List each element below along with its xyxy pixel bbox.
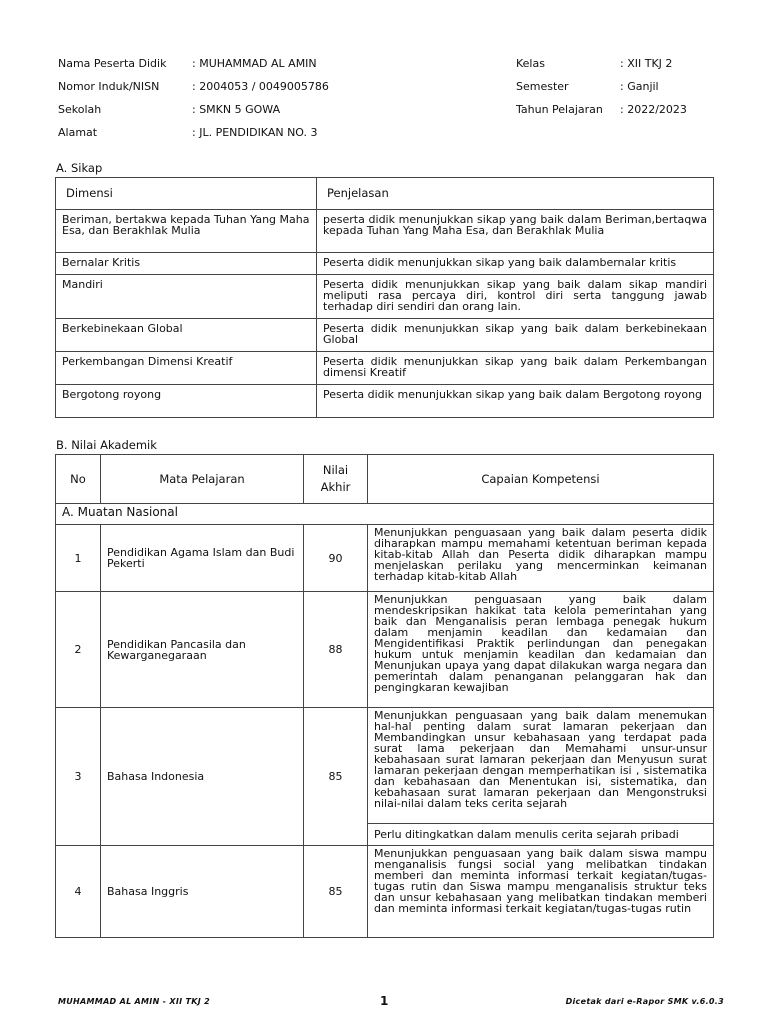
capaian-cell: Menunjukkan penguasaan yang baik dalam mendeskripsikan hakikat tata kelola pemerintahan yang baik dan Menganalisis peran lembaga penegak hukum dalam menjamin keadilan dan kedamaian dan Mengidentifikasi Praktik perlindungan dan penegakan hukum untuk menjamin keadilan dan kedamaian dan Menunjukan upaya yang dapat dilakukan warga negara dan pemerintah dalam penanganan pelanggaran hak dan pengingkaran kewajiban	[368, 592, 714, 708]
identity-row	[58, 121, 718, 144]
akademik-section-title: B. Nilai Akademik	[56, 438, 157, 452]
dimensi-cell: Beriman, bertakwa kepada Tuhan Yang Maha Esa, dan Berakhlak Mulia	[56, 210, 317, 253]
capaian-cell: Menunjukkan penguasaan yang baik dalam peserta didik diharapkan mampu memahami ketentuan beriman kepada kitab-kitab Allah dan Peserta didik diharapkan mampu menjelaskan perilaku yang mencerminkan keimanan terhadap kitab-kitab Allah	[368, 525, 714, 592]
capaian-cell: Menunjukkan penguasaan yang baik dalam siswa mampu menganalisis fungsi social yang melibatkan tindakan memberi dan meminta informasi terkait kegiatan/tugas-tugas rutin dan Siswa mampu menganalisis struktur teks dan unsur kebahasaan yang melibatkan tindakan memberi dan meminta informasi terkait kegiatan/tugas-tugas rutin	[368, 846, 714, 938]
footer-student: MUHAMMAD AL AMIN - XII TKJ 2	[58, 997, 210, 1006]
nilai-cell: 85	[304, 846, 368, 938]
tahun-label: Tahun Pelajaran	[516, 103, 603, 116]
sekolah-label: Sekolah	[58, 103, 102, 116]
student-identity	[58, 52, 718, 144]
nama-value: : MUHAMMAD AL AMIN	[192, 57, 317, 70]
header-penjelasan: Penjelasan	[317, 178, 714, 210]
table-row	[56, 275, 714, 319]
semester-label: Semester	[516, 80, 569, 93]
header-capaian: Capaian Kompetensi	[368, 455, 714, 504]
identity-row	[58, 98, 718, 121]
table-row	[56, 592, 714, 708]
table-row	[56, 352, 714, 385]
table-row	[56, 210, 714, 253]
nama-label: Nama Peserta Didik	[58, 57, 167, 70]
mapel-cell: Bahasa Inggris	[101, 846, 304, 938]
semester-value: : Ganjil	[620, 80, 659, 93]
header-dimensi: Dimensi	[56, 178, 317, 210]
capaian-cell-secondary: Perlu ditingkatkan dalam menulis cerita sejarah pribadi	[368, 824, 714, 846]
muatan-nasional-label: A. Muatan Nasional	[56, 504, 714, 525]
kelas-value: : XII TKJ 2	[620, 57, 673, 70]
dimensi-cell: Perkembangan Dimensi Kreatif	[56, 352, 317, 385]
table-row	[56, 253, 714, 275]
dimensi-cell: Bernalar Kritis	[56, 253, 317, 275]
dimensi-cell: Mandiri	[56, 275, 317, 319]
capaian-cell: Menunjukkan penguasaan yang baik dalam menemukan hal-hal penting dalam surat lamaran pekerjaan dan Membandingkan unsur kebahasaan yang terdapat pada surat lama pekerjaan dan Memahami unsur-unsur kebahasaan surat lamaran pekerjaan dan Menyusun surat lamaran pekerjaan dengan memperhatikan isi , sistematika dan kebahasaan dan Menentukan isi, sistematika, dan kebahasaan surat lamaran pekerjaan dan Mengonstruksi nilai-nilai dalam teks cerita sejarah	[368, 708, 714, 824]
group-row	[56, 504, 714, 525]
penjelasan-cell: Peserta didik menunjukkan sikap yang baik dalam Perkembangan dimensi Kreatif	[317, 352, 714, 385]
penjelasan-cell: Peserta didik menunjukkan sikap yang baik dalam sikap mandiri meliputi rasa percaya diri, kontrol diri serta tanggung jawab terhadap diri sendiri dan orang lain.	[317, 275, 714, 319]
sikap-table	[55, 177, 714, 418]
table-row	[56, 385, 714, 418]
mapel-cell: Bahasa Indonesia	[101, 708, 304, 846]
dimensi-cell: Bergotong royong	[56, 385, 317, 418]
nilai-akademik-table	[55, 454, 714, 938]
sikap-section-title: A. Sikap	[56, 161, 103, 175]
penjelasan-cell: Peserta didik menunjukkan sikap yang baik dalambernalar kritis	[317, 253, 714, 275]
kelas-label: Kelas	[516, 57, 545, 70]
no-cell: 3	[56, 708, 101, 846]
header-nilai-akhir	[304, 455, 368, 504]
nis-value: : 2004053 / 0049005786	[192, 80, 329, 93]
header-no: No	[56, 455, 101, 504]
akademik-header-row	[56, 455, 714, 504]
penjelasan-cell: Peserta didik menunjukkan sikap yang baik dalam berkebinekaan Global	[317, 319, 714, 352]
no-cell: 4	[56, 846, 101, 938]
no-cell: 2	[56, 592, 101, 708]
table-row	[56, 525, 714, 592]
footer-printed-by: Dicetak dari e-Rapor SMK v.6.0.3	[565, 997, 724, 1006]
header-nilai-line1: Nilai	[322, 463, 349, 477]
nilai-cell: 88	[304, 592, 368, 708]
header-mata-pelajaran: Mata Pelajaran	[101, 455, 304, 504]
penjelasan-cell: peserta didik menunjukkan sikap yang baik dalam Beriman,bertaqwa kepada Tuhan Yang Maha Esa, dan Berakhlak Mulia	[317, 210, 714, 253]
mapel-cell: Pendidikan Pancasila dan Kewarganegaraan	[101, 592, 304, 708]
nilai-cell: 85	[304, 708, 368, 846]
dimensi-cell: Berkebinekaan Global	[56, 319, 317, 352]
nis-label: Nomor Induk/NISN	[58, 80, 160, 93]
penjelasan-cell: Peserta didik menunjukkan sikap yang baik dalam Bergotong royong	[317, 385, 714, 418]
table-row	[56, 846, 714, 938]
identity-row	[58, 52, 718, 75]
table-row	[56, 708, 714, 824]
sikap-header-row	[56, 178, 714, 210]
no-cell: 1	[56, 525, 101, 592]
mapel-cell: Pendidikan Agama Islam dan Budi Pekerti	[101, 525, 304, 592]
tahun-value: : 2022/2023	[620, 103, 687, 116]
nilai-cell: 90	[304, 525, 368, 592]
header-nilai-line2: Akhir	[320, 480, 351, 494]
footer-page-number: 1	[380, 994, 389, 1008]
table-row	[56, 319, 714, 352]
alamat-label: Alamat	[58, 126, 98, 139]
sekolah-value: : SMKN 5 GOWA	[192, 103, 281, 116]
identity-row	[58, 75, 718, 98]
alamat-value: : JL. PENDIDIKAN NO. 3	[192, 126, 318, 139]
